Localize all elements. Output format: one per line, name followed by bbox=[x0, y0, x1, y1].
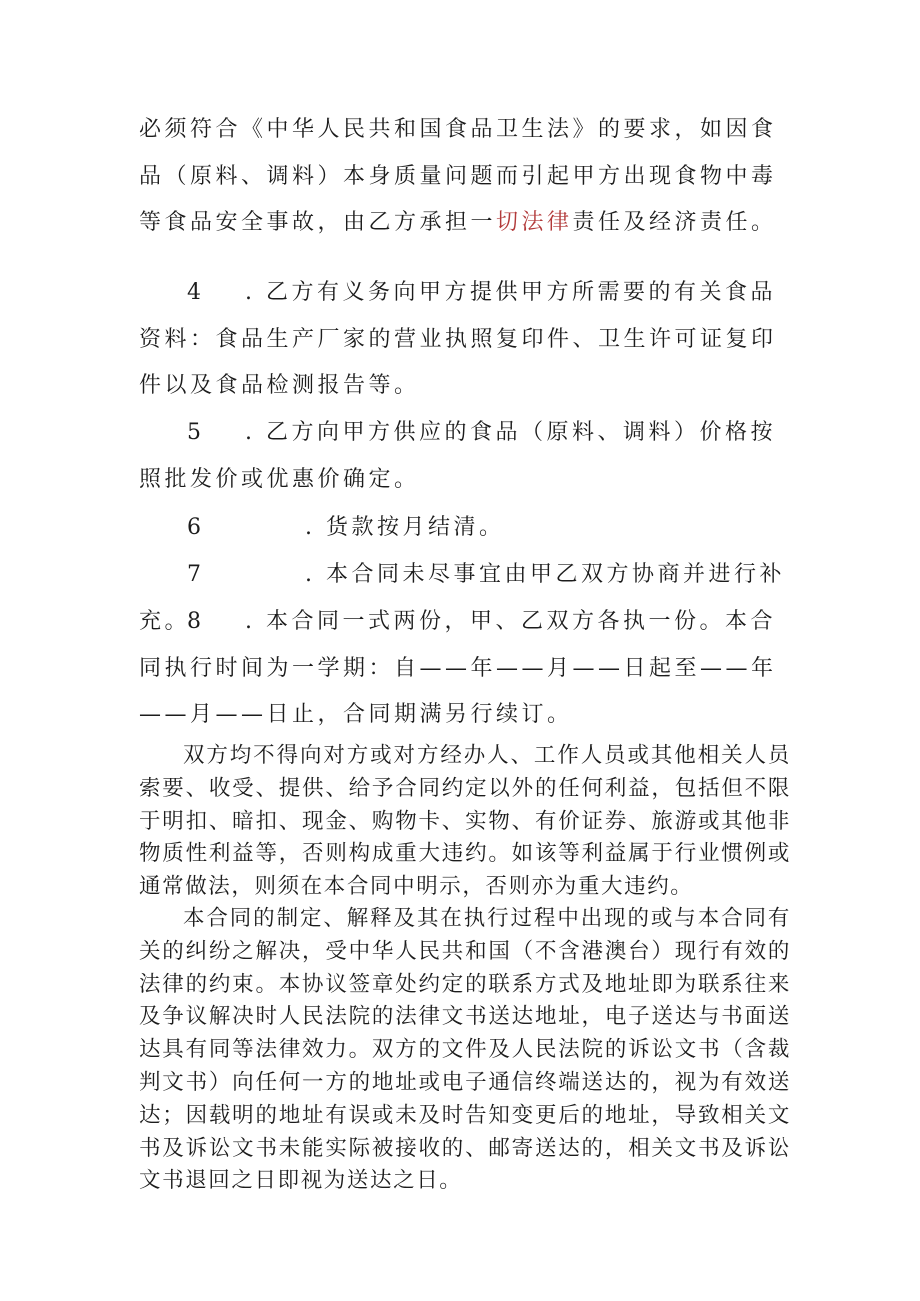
clause-text: . 本合同一式两份，甲、乙双方各执一份。本合同执行时间为一学期：自——年——月——日起至——年——月——日止，合同期满另行续订。 bbox=[139, 609, 777, 728]
clause-6 bbox=[139, 505, 791, 552]
clause-text: . 乙方有义务向甲方提供甲方所需要的有关食品资料：食品生产厂家的营业执照复印件、卫生许可证复印件以及食品检测报告等。 bbox=[139, 280, 777, 399]
clause-text: . 本合同未尽事宜由甲乙双方协商并进行补充。 bbox=[139, 562, 785, 634]
paragraph-governing-law: 本合同的制定、解释及其在执行过程中出现的或与本合同有关的纠纷之解决，受中华人民共和国（不含港澳台）现行有效的法律的约束。本协议签章处约定的联系方式及地址即为联系往来及争议解决时人民法院的法律文书送达地址，电子送达与书面送达具有同等法律效力。双方的文件及人民法院的诉讼文书（含裁判文书）向任何一方的地址或电子通信终端送达的，视为有效送达；因载明的地址有误或未及时告知变更后的地址，导致相关文书及诉讼文书未能实际被接收的、邮寄送达的，相关文书及诉讼文书退回之日即视为送达之日。 bbox=[139, 906, 791, 1194]
food-safety-text: 必须符合《中华人民共和国食品卫生法》的要求，如因食品（原料、调料）本身质量问题而引起甲方出现食物中毒等食品安全事故，由乙方承担一 bbox=[139, 117, 777, 236]
clause-text: . 货款按月结清。 bbox=[305, 515, 505, 540]
highlighted-text: 切法律 bbox=[496, 210, 573, 236]
paragraph-anti-bribery: 双方均不得向对方或对方经办人、工作人员或其他相关人员索要、收受、提供、给予合同约定以外的任何利益，包括但不限于明扣、暗扣、现金、购物卡、实物、有价证券、旅游或其他非物质性利益等，否则构成重大违约。如该等利益属于行业惯例或通常做法，则须在本合同中明示，否则亦为重大违约。 bbox=[139, 743, 791, 900]
clause-text: . 乙方向甲方供应的食品（原料、调料）价格按照批发价或优惠价确定。 bbox=[139, 420, 776, 492]
clause-number: 6 bbox=[187, 515, 205, 540]
clause-number: 8 bbox=[187, 609, 205, 634]
food-safety-text-end: 责任及经济责任。 bbox=[572, 210, 777, 236]
clause-8 bbox=[139, 599, 791, 739]
clause-4 bbox=[139, 270, 791, 410]
clause-number: 4 bbox=[187, 280, 205, 305]
clause-5 bbox=[139, 410, 791, 503]
clause-number: 7 bbox=[187, 562, 205, 587]
paragraph-food-safety bbox=[139, 107, 791, 247]
clause-number: 5 bbox=[187, 420, 205, 445]
